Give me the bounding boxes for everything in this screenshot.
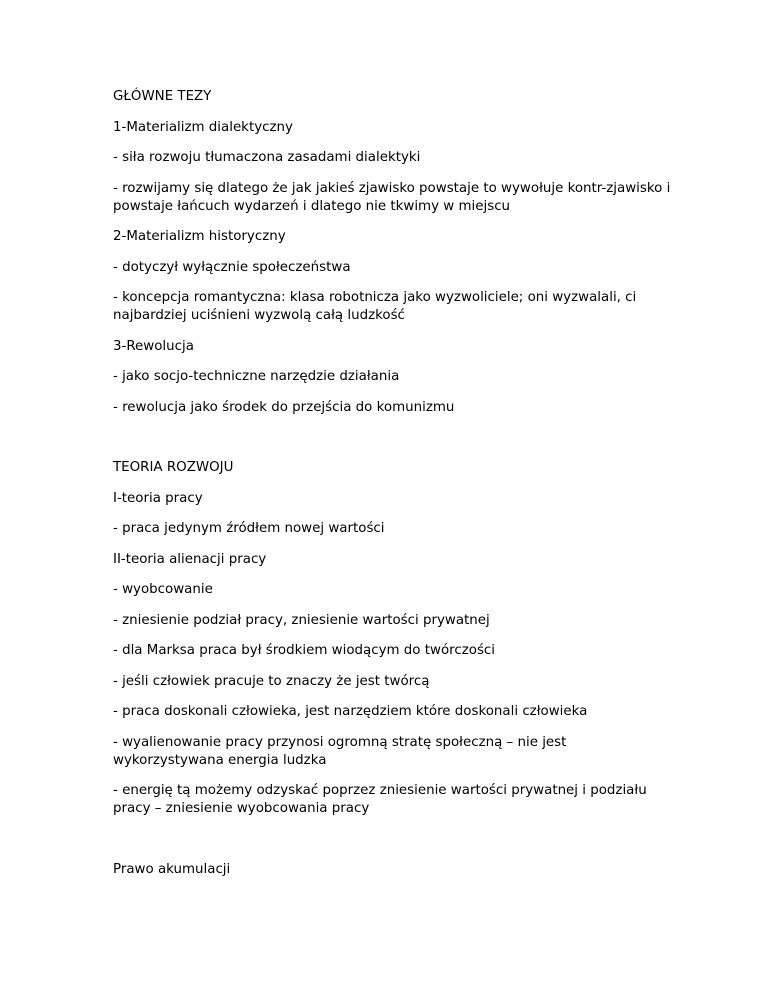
paragraph: - rozwijamy się dlatego że jak jakieś zjawisko powstaje to wywołuje kontr-zjawisko i powstaje łańcuch wydarzeń i dlatego nie tkwimy w miejscu <box>113 180 671 214</box>
paragraph: - wyalienowanie pracy przynosi ogromną stratę społeczną – nie jest wykorzystywana energia ludzka <box>113 734 567 768</box>
paragraph: - zniesienie podział pracy, zniesienie wartości prywatnej <box>113 612 490 628</box>
thesis-heading-3: 3-Rewolucja <box>113 338 194 354</box>
section-heading-glowne-tezy: GŁÓWNE TEZY <box>113 89 212 104</box>
blank-line <box>113 429 673 459</box>
paragraph: - siła rozwoju tłumaczona zasadami dialektyki <box>113 150 421 165</box>
theory-heading-2: II-teoria alienacji pracy <box>113 551 267 567</box>
thesis-heading-2: 2-Materializm historyczny <box>113 229 286 244</box>
paragraph: - koncepcja romantyczna: klasa robotnicza jako wyzwoliciele; oni wyzwalali, ci najbardziej uciśnieni wyzwolą całą ludzkość <box>113 290 637 323</box>
paragraph: - jako socjo-techniczne narzędzie działania <box>113 369 400 384</box>
paragraph: - energię tą możemy odzyskać poprzez zniesienie wartości prywatnej i podziału pracy – zniesienie wyobcowania pracy <box>113 783 647 816</box>
paragraph: - praca doskonali człowieka, jest narzędziem które doskonali człowieka <box>113 704 588 719</box>
document-body <box>113 88 673 891</box>
blank-line <box>113 831 673 861</box>
paragraph: - dotyczył wyłącznie społeczeństwa <box>113 259 351 275</box>
section-heading-prawo-akumulacji: Prawo akumulacji <box>113 861 231 877</box>
paragraph: - wyobcowanie <box>113 582 213 597</box>
section-heading-teoria-rozwoju: TEORIA ROZWOJU <box>113 460 234 475</box>
paragraph: - praca jedynym źródłem nowej wartości <box>113 521 385 536</box>
theory-heading-1: I-teoria pracy <box>113 490 203 506</box>
paragraph: - rewolucja jako środek do przejścia do komunizmu <box>113 399 455 415</box>
thesis-heading-1: 1-Materializm dialektyczny <box>113 119 293 135</box>
paragraph: - dla Marksa praca był środkiem wiodącym do twórczości <box>113 643 495 658</box>
paragraph: - jeśli człowiek pracuje to znaczy że jest twórcą <box>113 673 430 689</box>
